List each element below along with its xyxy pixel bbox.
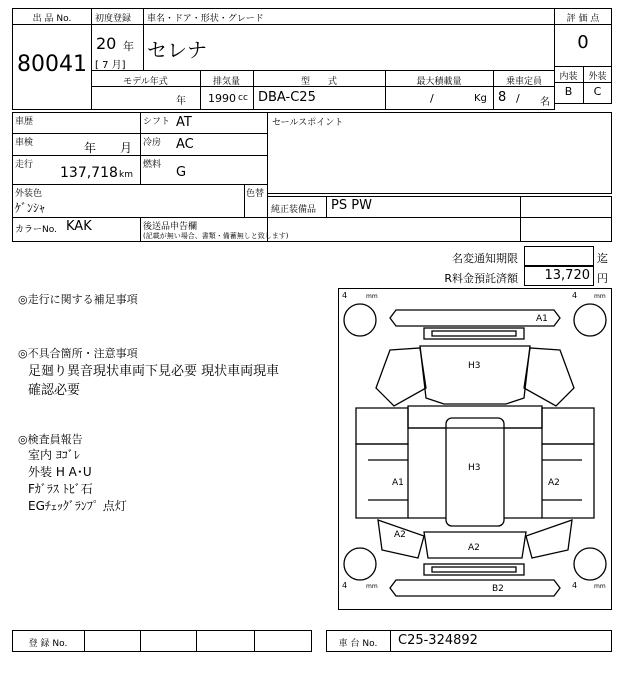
supplement-title: ◎走行に関する補足事項 (18, 293, 138, 306)
front-plate (424, 328, 524, 339)
lot-number-label: 出 品 No. (32, 14, 72, 24)
interior-grade: B (564, 85, 573, 98)
capacity: 8 (498, 90, 507, 105)
wheel-rear-left (344, 548, 376, 580)
ac-value: AC (176, 137, 194, 152)
mark-rear-bumper: B2 (492, 584, 504, 594)
displacement-unit: cc (238, 93, 248, 103)
docs-note: (記載が無い場合、書類・備蓄無しと致します) (143, 232, 289, 240)
wheel-front-right (574, 304, 606, 336)
selling-points-label: セールスポイント (272, 118, 344, 128)
defects-text: 足廻り異音現状車両下見必要 現状車両現車 確認必要 (28, 364, 280, 398)
wheel-front-left (344, 304, 376, 336)
vehicle-damage-diagram (338, 288, 612, 610)
equipment-label: 純正装備品 (271, 205, 317, 215)
car-name-label: 車名・ドア・形状・グレード (147, 14, 264, 24)
car-name: セレナ (147, 38, 207, 62)
hood (420, 346, 530, 404)
exterior-grade: C (593, 85, 602, 98)
mark-front-bumper: A1 (536, 314, 548, 324)
first-registration-year: 20 (96, 34, 117, 53)
equipment-value: PS PW (331, 198, 372, 213)
tire-front-left-label: 4 (342, 291, 348, 300)
tire-unit-rl: mm (366, 583, 378, 590)
mark-hood: H3 (468, 361, 481, 371)
max-load-unit: Kg (474, 93, 487, 104)
rear-bumper (390, 580, 560, 596)
rear-right-quarter (526, 520, 572, 558)
tire-unit-rr: mm (594, 583, 606, 590)
shift-value: AT (176, 115, 192, 130)
mark-rear-left: A2 (394, 530, 406, 540)
front-bumper (390, 310, 560, 326)
tire-unit-fl: mm (366, 293, 378, 300)
front-right-fender (524, 348, 574, 406)
registration-number-label: 登 録 No. (28, 639, 68, 649)
tire-front-right-label: 4 (572, 291, 578, 300)
inspection-value: 年 月 (84, 141, 133, 155)
recycle-fee-value: 13,720 (544, 268, 590, 283)
name-change-deadline-box (524, 246, 594, 266)
ac-label: 冷房 (143, 138, 162, 148)
model-code-label: 型 式 (300, 77, 337, 87)
tire-rear-left-label: 4 (342, 581, 348, 590)
interior-label: 内装 (559, 72, 578, 82)
fuel-label: 燃料 (143, 160, 162, 170)
repaint-label: 色替 (246, 189, 265, 199)
color-no: KAK (66, 219, 92, 234)
lot-number: 80041 (17, 52, 87, 77)
year-unit: 年 (123, 40, 134, 53)
exterior-label: 外装 (588, 72, 607, 82)
name-change-deadline-label: 名変通知期限 (452, 252, 518, 265)
first-registration-month: [ 7 月] (95, 60, 126, 71)
exterior-color: ｹﾞﾝｼｬ (15, 201, 46, 215)
mark-right-side: A2 (548, 478, 560, 488)
chassis-number-label: 車 台 No. (338, 639, 378, 649)
wheel-rear-right (574, 548, 606, 580)
tire-unit-fr: mm (594, 293, 606, 300)
capacity-separator: / (516, 92, 520, 105)
inspector-text: 室内 ﾖｺﾞﾚ 外装 H A･U Fｶﾞﾗｽ ﾄﾋﾞ石 EGﾁｪｯｸﾞﾗﾝﾌﾟ 点灯 (28, 448, 127, 513)
model-year-label: モデル年式 (123, 77, 168, 87)
recycle-fee-unit: 円 (597, 272, 608, 285)
mileage-label: 走行 (15, 160, 34, 170)
color-no-label: カラーNo. (15, 225, 57, 235)
fuel-value: G (176, 165, 187, 180)
first-registration-label: 初度登録 (95, 14, 132, 24)
mark-roof: H3 (468, 463, 481, 473)
mark-left-side: A1 (392, 478, 404, 488)
mileage-value: 137,718 (60, 165, 118, 181)
max-load-value: / (430, 92, 434, 105)
displacement: 1990 (208, 92, 236, 105)
score-value: 0 (577, 32, 589, 53)
inspection-label: 車検 (15, 138, 34, 148)
inspector-title: ◎検査員報告 (18, 433, 83, 446)
score-label: 評 価 点 (566, 14, 600, 24)
shift-label: シフト (143, 117, 171, 127)
displacement-label: 排気量 (212, 77, 240, 87)
mileage-unit: km (119, 170, 133, 180)
capacity-unit: 名 (540, 97, 550, 108)
history-label: 車歴 (15, 117, 34, 127)
name-change-deadline-unit: 迄 (597, 252, 608, 265)
docs-label: 後送品申告欄 (143, 222, 198, 232)
model-code: DBA-C25 (258, 90, 316, 105)
rear-plate (424, 564, 524, 575)
model-year-unit: 年 (176, 96, 186, 107)
mark-rear-gate: A2 (468, 543, 480, 553)
chassis-number: C25-324892 (398, 633, 478, 648)
defects-title: ◎不具合箇所・注意事項 (18, 347, 138, 360)
recycle-fee-label: R料金預託済額 (444, 272, 518, 285)
front-left-fender (376, 348, 426, 406)
equipment-box (267, 196, 612, 242)
tire-rear-right-label: 4 (572, 581, 578, 590)
capacity-label: 乗車定員 (505, 77, 542, 87)
max-load-label: 最大積載量 (416, 77, 462, 87)
exterior-color-label: 外装色 (15, 189, 43, 199)
